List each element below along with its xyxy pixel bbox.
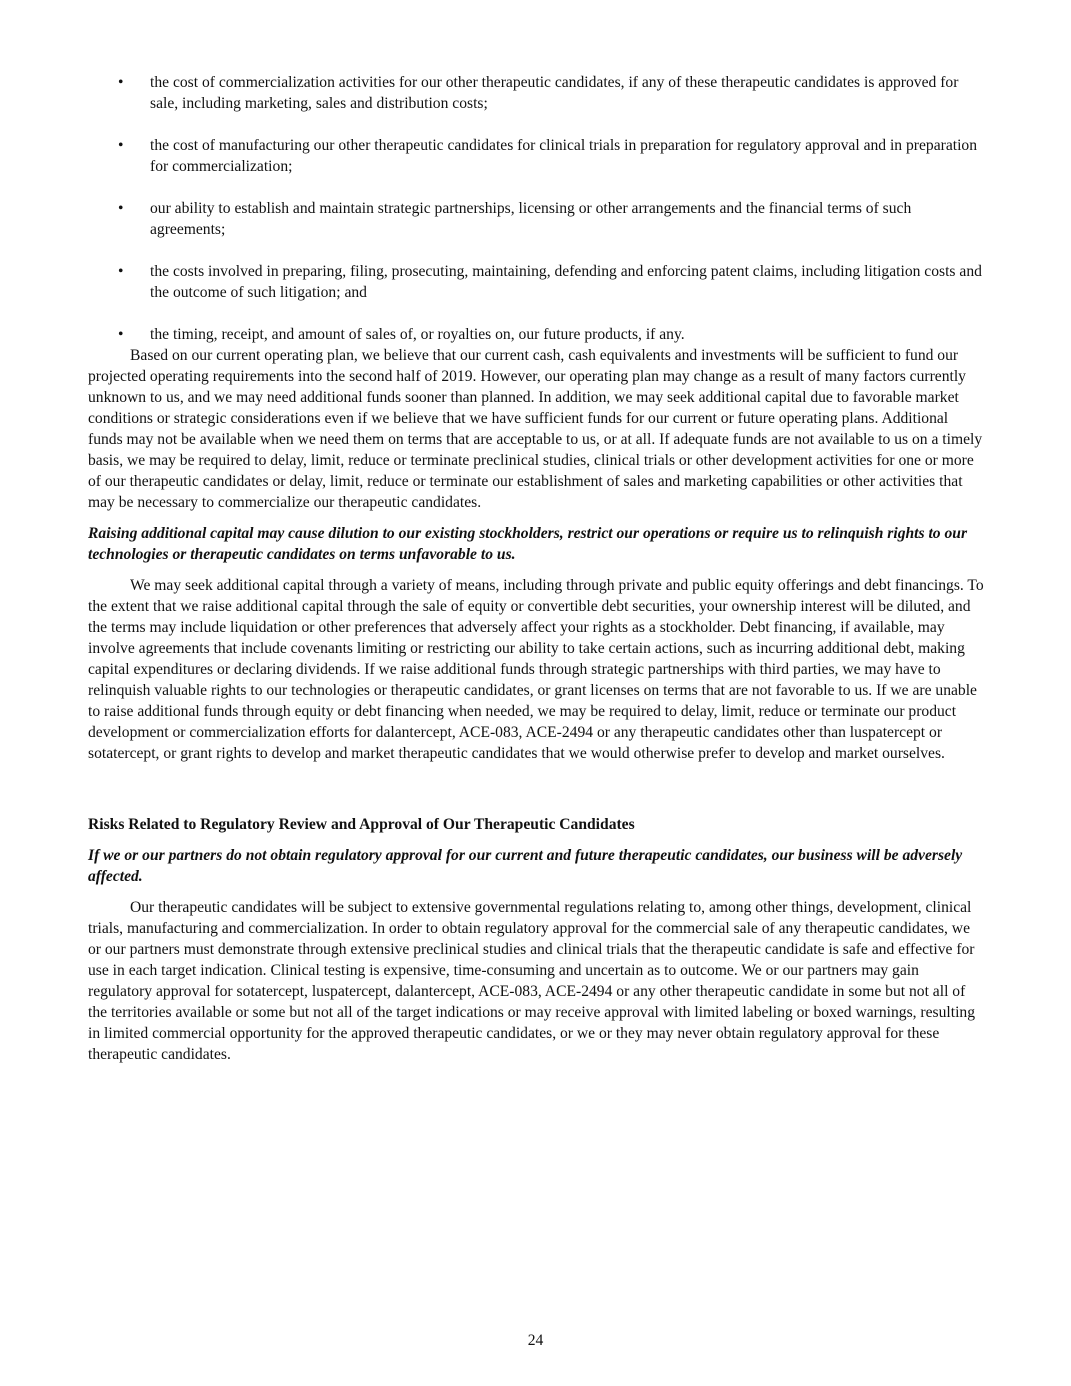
regulatory-approval-paragraph: Our therapeutic candidates will be subject to extensive governmental regulations relating to, among other things, development, clinical trials, manufacturing and commercialization. In order to obtain regulatory approval for the commercial sale of any therapeutic candidates, we or our partners must demonstrate through extensive preclinical studies and clinical trials that the therapeutic candidate is safe and effective for use in each target indication. Clinical testing is expensive, time-consuming and uncertain as to outcome. We or our partners may gain regulatory approval for sotatercept, luspatercept, dalantercept, ACE-083, ACE-2494 or any other therapeutic candidate in some but not all of the territories available or some but not all of the target indications or may receive approval with limited labeling or boxed warnings, resulting in limited commercial opportunity for the approved therapeutic candidates, or we or they may never obtain regulatory approval for these therapeutic candidates.: [88, 899, 976, 1063]
bullet-symbol: •: [118, 263, 124, 280]
bullet-text: the cost of manufacturing our other therapeutic candidates for clinical trials in preparation for regulatory approval and in preparation for commercialization;: [150, 137, 978, 175]
bullet-item: [88, 72, 986, 114]
bullet-text: the timing, receipt, and amount of sales of, or royalties on, our future products, if any.: [150, 326, 685, 343]
bullet-item: [88, 261, 986, 303]
bullet-text: the costs involved in preparing, filing, prosecuting, maintaining, defending and enforcing patent claims, including litigation costs and the outcome of such litigation; and: [150, 263, 982, 301]
document-page: [88, 72, 986, 1065]
bullet-text: our ability to establish and maintain strategic partnerships, licensing or other arrangements and the financial terms of such agreements;: [150, 200, 912, 238]
bullet-symbol: •: [118, 200, 124, 217]
raising-capital-paragraph: We may seek additional capital through a variety of means, including through private and public equity offerings and debt financings. To the extent that we raise additional capital through the sale of equity or convertible debt securities, your ownership interest will be diluted, and the terms may include liquidation or other preferences that adversely affect your rights as a stockholder. Debt financing, if available, may involve agreements that include covenants limiting or restricting our ability to take certain actions, such as incurring additional debt, making capital expenditures or declaring dividends. If we raise additional funds through strategic partnerships with third parties, we may have to relinquish valuable rights to our technologies or therapeutic candidates, or grant licenses on terms that are not favorable to us. If we are unable to raise additional funds through equity or debt financing when needed, we may be required to delay, limit, reduce or terminate our product development or commercialization efforts for dalantercept, ACE-083, ACE-2494 or any therapeutic candidates other than luspatercept or sotatercept, or grant rights to develop and market therapeutic candidates that we would otherwise prefer to develop and market ourselves.: [88, 577, 984, 762]
regulatory-approval-heading: If we or our partners do not obtain regulatory approval for our current and future therapeutic candidates, our business will be adversely affected.: [88, 847, 963, 885]
bullet-symbol: •: [118, 326, 124, 343]
bullet-item: [88, 135, 986, 177]
bullet-text: the cost of commercialization activities for our other therapeutic candidates, if any of these therapeutic candidates is approved for sale, including marketing, sales and distribution costs;: [150, 74, 959, 112]
operating-plan-paragraph: Based on our current operating plan, we believe that our current cash, cash equivalents and investments will be sufficient to fund our projected operating requirements into the second half of 2019. However, our operating plan may change as a result of many factors currently unknown to us, and we may need additional funds sooner than planned. In addition, we may seek additional capital due to favorable market conditions or strategic considerations even if we believe that we have sufficient funds for our current or future operating plans. Additional funds may not be available when we need them on terms that are acceptable to us, or at all. If adequate funds are not available to us on a timely basis, we may be required to delay, limit, reduce or terminate preclinical studies, clinical trials or other development activities for one or more of our therapeutic candidates or delay, limit, reduce or terminate our establishment of sales and marketing capabilities or other activities that may be necessary to commercialize our therapeutic candidates.: [88, 347, 983, 511]
bullet-symbol: •: [118, 74, 124, 91]
bullet-item: [88, 198, 986, 240]
bullet-symbol: •: [118, 137, 124, 154]
page-number: 24: [527, 1332, 544, 1349]
bullet-item: [88, 324, 986, 345]
section-title: Risks Related to Regulatory Review and Approval of Our Therapeutic Candidates: [88, 816, 635, 833]
raising-capital-heading: Raising additional capital may cause dilution to our existing stockholders, restrict our operations or require us to relinquish rights to our technologies or therapeutic candidates on terms unfavorable to us.: [88, 525, 968, 563]
